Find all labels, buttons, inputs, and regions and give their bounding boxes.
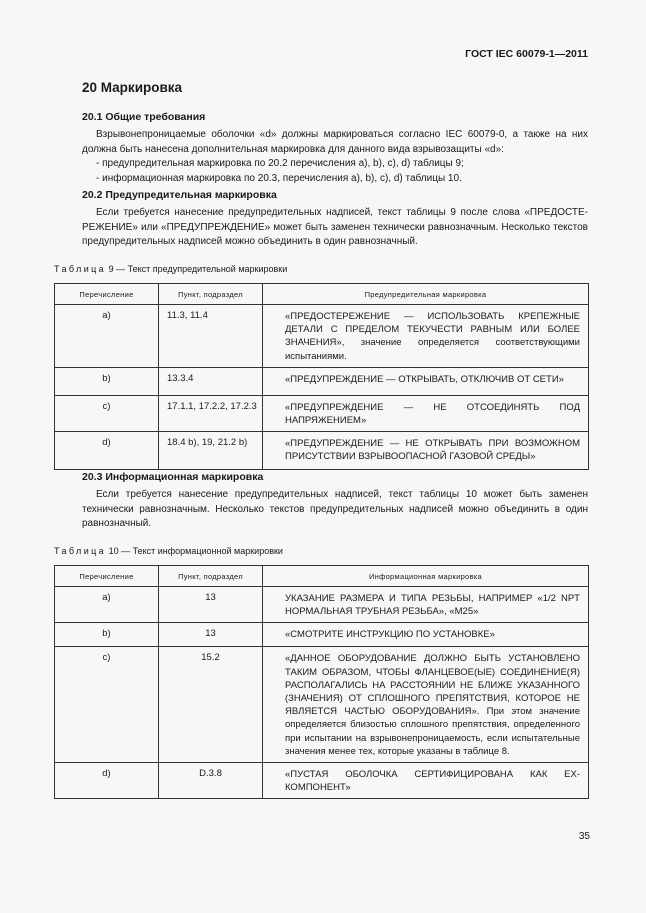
table-header: Пункт, подраздел (159, 566, 263, 587)
table-cell: «ПРЕДОСТЕРЕЖЕНИЕ — ИСПОЛЬЗОВАТЬ КРЕПЕЖНЫЕ ДЕТАЛИ С ПРЕДЕЛОМ ТЕКУЧЕСТИ РАВНЫМ ИЛИ БОЛЕЕ ЗНАЧЕНИЯ», значение определяется соответствующими испытаниями. (263, 305, 589, 368)
table-cell: d) (55, 432, 159, 470)
table-cell: 13.3.4 (159, 367, 263, 395)
table-cell: 11.3, 11.4 (159, 305, 263, 368)
table-cell: «ПРЕДУПРЕЖДЕНИЕ — ОТКРЫВАТЬ, ОТКЛЮЧИВ ОТ СЕТИ» (263, 367, 589, 395)
table-cell: d) (55, 763, 159, 799)
table-10-caption (54, 546, 283, 556)
caption-word: Таблица (54, 264, 107, 274)
table-row (55, 432, 589, 470)
table-cell: «СМОТРИТЕ ИНСТРУКЦИЮ ПО УСТАНОВКЕ» (263, 623, 589, 647)
section-title: 20 Маркировка (82, 80, 183, 95)
paragraph-text: Взрывонепроницаемые оболочки «d» должны маркироваться согласно IEC 60079-0, а также на них должна быть нанесена дополнительная маркировка для данного вида взрывозащиты «d»: (82, 129, 588, 155)
table-cell: с) (55, 395, 159, 431)
table-cell: 13 (159, 587, 263, 623)
list-item-info-marking: - информационная маркировка по 20.3, перечисления а), b), с), d) таблицы 10. (96, 172, 462, 184)
table-cell: «ДАННОЕ ОБОРУДОВАНИЕ ДОЛЖНО БЫТЬ УСТАНОВЛЕНО ТАКИМ ОБРАЗОМ, ЧТОБЫ ФЛАНЦЕВОЕ(ЫЕ) СОЕДИНЕНИЕ(Я) РАСПОЛАГАЛИСЬ НА РАССТОЯНИИ НЕ БЛИЖЕ УКАЗАННОГО (ЗНАЧЕНИЯ) ОТ СПЛОШНОГО ПРЕПЯТСТВИЯ, КОТОРОЕ НЕ ЯВЛЯЕТСЯ ЧАСТЬЮ ОБОРУДОВАНИЯ». При этом значение определяется близостью сплошного препятствия, определенного при испытании на взрывонепроницаемость, если испытательные значения менее тех, которые указаны в таблице 8. (263, 647, 589, 763)
caption-text: 9 — Текст предупредительной маркировки (106, 264, 288, 274)
table-header-row (55, 284, 589, 305)
paragraph-warning-marking (82, 206, 588, 250)
table-9 (54, 283, 589, 470)
table-cell: «ПРЕДУПРЕЖДЕНИЕ — НЕ ОТСОЕДИНЯТЬ ПОД НАПРЯЖЕНИЕМ» (263, 395, 589, 431)
list-item-warning-marking: - предупредительная маркировка по 20.2 перечисления а), b), с), d) таблицы 9; (96, 158, 464, 169)
table-cell: а) (55, 587, 159, 623)
table-header: Перечисление (55, 566, 159, 587)
table-10 (54, 565, 589, 799)
table-cell: 15.2 (159, 647, 263, 763)
paragraph-text: Если требуется нанесение предупредительных надписей, текст таблицы 9 после слова «ПРЕДОСТЕ-РЕЖЕНИЕ» или «ПРЕДУПРЕЖДЕНИЕ» может быть заменен технически равнозначным. Несколько текстов предупредительных надписей можно объединить в один равнозначный. (82, 207, 588, 247)
document-code: ГОСТ IEC 60079-1—2011 (465, 48, 588, 60)
paragraph-info-marking (82, 488, 588, 532)
table-header: Перечисление (55, 284, 159, 305)
subsection-title-20-3: 20.3 Информационная маркировка (82, 471, 264, 483)
table-cell: 13 (159, 623, 263, 647)
table-cell: УКАЗАНИЕ РАЗМЕРА И ТИПА РЕЗЬБЫ, НАПРИМЕР «1/2 NPT НОРМАЛЬНАЯ ТРУБНАЯ РЕЗЬБА», «М25» (263, 587, 589, 623)
caption-text: 10 — Текст информационной маркировки (106, 546, 283, 556)
table-header-row (55, 566, 589, 587)
table-cell: 17.1.1, 17.2.2, 17.2.3 (159, 395, 263, 431)
page-number: 35 (578, 831, 590, 842)
table-row (55, 763, 589, 799)
table-row (55, 587, 589, 623)
table-cell: а) (55, 305, 159, 368)
table-cell: b) (55, 367, 159, 395)
table-cell: «ПРЕДУПРЕЖДЕНИЕ — НЕ ОТКРЫВАТЬ ПРИ ВОЗМОЖНОМ ПРИСУТСТВИИ ВЗРЫВООПАСНОЙ ГАЗОВОЙ СРЕДЫ» (263, 432, 589, 470)
subsection-title-20-2: 20.2 Предупредительная маркировка (82, 189, 277, 201)
table-row (55, 647, 589, 763)
table-row (55, 623, 589, 647)
subsection-title-20-1: 20.1 Общие требования (82, 111, 206, 123)
table-row (55, 305, 589, 368)
table-cell: «ПУСТАЯ ОБОЛОЧКА СЕРТИФИЦИРОВАНА КАК EX-КОМПОНЕНТ» (263, 763, 589, 799)
caption-word: Таблица (54, 546, 107, 556)
table-row (55, 367, 589, 395)
table-cell: D.3.8 (159, 763, 263, 799)
table-cell: 18.4 b), 19, 21.2 b) (159, 432, 263, 470)
table-cell: b) (55, 623, 159, 647)
table-row (55, 395, 589, 431)
table-header: Предупредительная маркировка (263, 284, 589, 305)
table-cell: с) (55, 647, 159, 763)
table-header: Пункт, подраздел (159, 284, 263, 305)
table-9-caption (54, 264, 287, 274)
paragraph-general-requirements (82, 128, 588, 186)
table-header: Информационная маркировка (263, 566, 589, 587)
paragraph-text: Если требуется нанесение предупредительных надписей, текст таблицы 10 может быть заменен технически равнозначным. Несколько текстов предупредительных надписей можно объединить в один равнозначный. (82, 489, 588, 529)
